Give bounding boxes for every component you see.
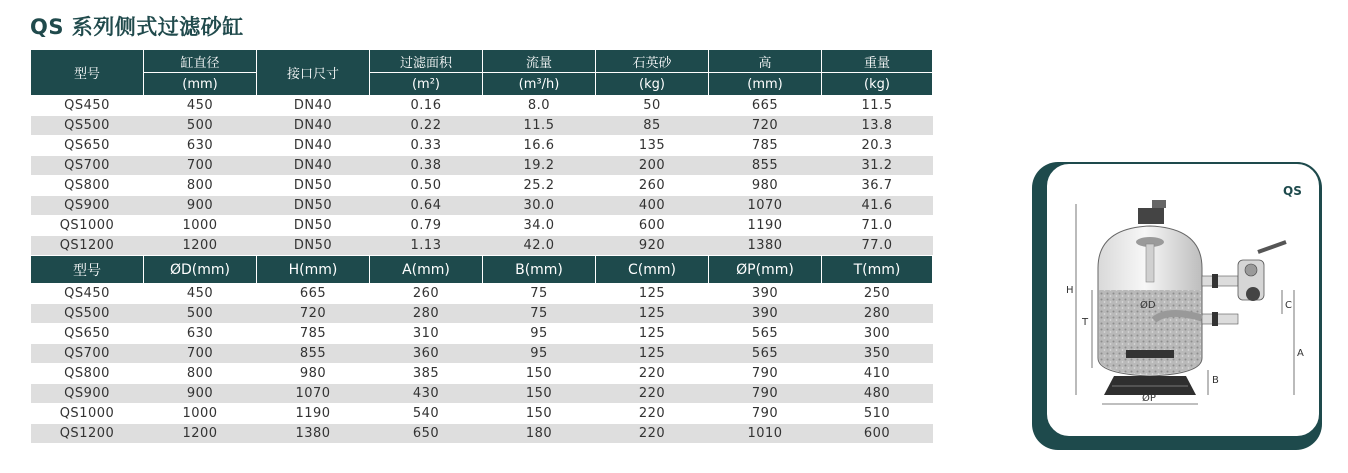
table-cell: 350 <box>822 344 933 364</box>
table-cell: 0.16 <box>370 96 483 116</box>
table-cell: DN50 <box>257 176 370 196</box>
table-cell: QS1000 <box>31 216 144 236</box>
table-cell: 280 <box>822 304 933 324</box>
table-cell: 790 <box>709 384 822 404</box>
table-cell: 1000 <box>144 216 257 236</box>
table-cell: 450 <box>144 284 257 304</box>
upper-port <box>1202 276 1238 286</box>
table-cell: QS800 <box>31 176 144 196</box>
valve-handle <box>1258 242 1286 252</box>
table-cell: 125 <box>596 304 709 324</box>
table-cell: 1010 <box>709 424 822 444</box>
sand-filter-diagram <box>1058 190 1308 410</box>
table-cell: 855 <box>257 344 370 364</box>
table-cell: 8.0 <box>483 96 596 116</box>
drain-bar <box>1126 350 1174 358</box>
spec-table <box>30 49 933 444</box>
table-row <box>31 324 933 344</box>
dim-label-p: ØP <box>1142 393 1156 404</box>
table-cell: 0.64 <box>370 196 483 216</box>
table-cell: 430 <box>370 384 483 404</box>
table-cell: 1000 <box>144 404 257 424</box>
table-cell: 500 <box>144 304 257 324</box>
table-cell: 720 <box>257 304 370 324</box>
dim-label-d: ØD <box>1140 300 1156 311</box>
table-cell: 630 <box>144 324 257 344</box>
table-cell: 700 <box>144 344 257 364</box>
table-cell: 800 <box>144 364 257 384</box>
table-cell: 20.3 <box>822 136 933 156</box>
table-cell: 125 <box>596 344 709 364</box>
table-cell: 665 <box>709 96 822 116</box>
table-row <box>31 96 933 116</box>
table-cell: 260 <box>596 176 709 196</box>
table-cell: 600 <box>596 216 709 236</box>
table-cell: 700 <box>144 156 257 176</box>
table-cell: 800 <box>144 176 257 196</box>
table-row <box>31 216 933 236</box>
unit-diameter: (mm) <box>144 73 257 96</box>
table-cell: 900 <box>144 384 257 404</box>
table-cell: 0.22 <box>370 116 483 136</box>
table-row <box>31 404 933 424</box>
table-row <box>31 384 933 404</box>
table-cell: 1190 <box>709 216 822 236</box>
table-cell: QS450 <box>31 96 144 116</box>
table-row <box>31 236 933 256</box>
table-cell: 85 <box>596 116 709 136</box>
col-header: ØD(mm) <box>144 256 257 284</box>
table-cell: 360 <box>370 344 483 364</box>
unit-filter-area: (m²) <box>370 73 483 96</box>
table-cell: 600 <box>822 424 933 444</box>
table-cell: 390 <box>709 284 822 304</box>
table-cell: 150 <box>483 384 596 404</box>
top-cap <box>1138 208 1164 224</box>
col-header-height: 高 <box>709 50 822 73</box>
table-cell: 220 <box>596 384 709 404</box>
col-header-filter-area: 过滤面积 <box>370 50 483 73</box>
table-cell: QS900 <box>31 196 144 216</box>
col-header: T(mm) <box>822 256 933 284</box>
table-cell: DN50 <box>257 236 370 256</box>
lower-union <box>1212 312 1218 326</box>
col-header-diameter: 缸直径 <box>144 50 257 73</box>
table-cell: 480 <box>822 384 933 404</box>
table-cell: 75 <box>483 304 596 324</box>
table-cell: QS1000 <box>31 404 144 424</box>
table-cell: 980 <box>709 176 822 196</box>
table-cell: 310 <box>370 324 483 344</box>
table-row <box>31 284 933 304</box>
table-cell: 390 <box>709 304 822 324</box>
table-cell: QS500 <box>31 304 144 324</box>
table-cell: 540 <box>370 404 483 424</box>
table-cell: 25.2 <box>483 176 596 196</box>
table-cell: 790 <box>709 364 822 384</box>
table-cell: 565 <box>709 344 822 364</box>
unit-height: (mm) <box>709 73 822 96</box>
col-header-port-size: 接口尺寸 <box>257 50 370 96</box>
table-cell: 1070 <box>257 384 370 404</box>
dim-label-b: B <box>1212 375 1219 386</box>
table-cell: 11.5 <box>483 116 596 136</box>
table-cell: 280 <box>370 304 483 324</box>
table-cell: 16.6 <box>483 136 596 156</box>
table-cell: 0.50 <box>370 176 483 196</box>
table-cell: 1070 <box>709 196 822 216</box>
dim-label-a: A <box>1297 348 1304 359</box>
table-cell: 650 <box>370 424 483 444</box>
table-cell: 1380 <box>257 424 370 444</box>
table-cell: 125 <box>596 284 709 304</box>
top-handle <box>1152 200 1166 208</box>
unit-sand: (kg) <box>596 73 709 96</box>
table-cell: 150 <box>483 404 596 424</box>
table-cell: QS450 <box>31 284 144 304</box>
dim-label-h: H <box>1066 285 1074 296</box>
table-cell: 180 <box>483 424 596 444</box>
col-header-weight: 重量 <box>822 50 933 73</box>
table-cell: 450 <box>144 96 257 116</box>
table-cell: 565 <box>709 324 822 344</box>
pressure-gauge-icon <box>1245 264 1257 276</box>
col-header: H(mm) <box>257 256 370 284</box>
table-cell: DN40 <box>257 136 370 156</box>
table2-header-row <box>31 256 933 284</box>
col-header: A(mm) <box>370 256 483 284</box>
table-cell: 665 <box>257 284 370 304</box>
table-cell: 260 <box>370 284 483 304</box>
unit-flow: (m³/h) <box>483 73 596 96</box>
col-header-sand: 石英砂 <box>596 50 709 73</box>
table-cell: 19.2 <box>483 156 596 176</box>
table-cell: 900 <box>144 196 257 216</box>
table-cell: 36.7 <box>822 176 933 196</box>
table-row <box>31 116 933 136</box>
table-cell: 630 <box>144 136 257 156</box>
dim-label-c: C <box>1285 300 1292 311</box>
table-cell: QS1200 <box>31 236 144 256</box>
table-cell: 300 <box>822 324 933 344</box>
valve-port <box>1246 287 1260 301</box>
table-cell: 1380 <box>709 236 822 256</box>
table-cell: 855 <box>709 156 822 176</box>
diagram-label: QS <box>1283 184 1302 198</box>
table-cell: 1200 <box>144 424 257 444</box>
table-cell: 400 <box>596 196 709 216</box>
table-cell: DN40 <box>257 96 370 116</box>
table-cell: 30.0 <box>483 196 596 216</box>
table-row <box>31 136 933 156</box>
table-row <box>31 424 933 444</box>
table-cell: 95 <box>483 324 596 344</box>
table-cell: QS650 <box>31 324 144 344</box>
table-cell: 785 <box>257 324 370 344</box>
table-row <box>31 304 933 324</box>
table-cell: 200 <box>596 156 709 176</box>
table-cell: 71.0 <box>822 216 933 236</box>
table-cell: QS700 <box>31 156 144 176</box>
table-row <box>31 344 933 364</box>
table-cell: 980 <box>257 364 370 384</box>
table-cell: QS700 <box>31 344 144 364</box>
table-cell: 1190 <box>257 404 370 424</box>
table-cell: 220 <box>596 404 709 424</box>
table-cell: QS900 <box>31 384 144 404</box>
table-cell: 13.8 <box>822 116 933 136</box>
table-cell: 41.6 <box>822 196 933 216</box>
unit-weight: (kg) <box>822 73 933 96</box>
table-cell: 720 <box>709 116 822 136</box>
table-cell: DN40 <box>257 156 370 176</box>
table-cell: 410 <box>822 364 933 384</box>
table1-header-row <box>31 50 933 73</box>
table-cell: DN50 <box>257 216 370 236</box>
table-cell: QS800 <box>31 364 144 384</box>
table-row <box>31 176 933 196</box>
table-cell: 0.38 <box>370 156 483 176</box>
table-cell: 42.0 <box>483 236 596 256</box>
table-cell: QS650 <box>31 136 144 156</box>
table-row <box>31 156 933 176</box>
dim-label-t: T <box>1082 317 1089 328</box>
table-row <box>31 196 933 216</box>
table-cell: DN50 <box>257 196 370 216</box>
col-header: C(mm) <box>596 256 709 284</box>
table-cell: 135 <box>596 136 709 156</box>
table-cell: 785 <box>709 136 822 156</box>
table-cell: 220 <box>596 364 709 384</box>
table-cell: 75 <box>483 284 596 304</box>
table-cell: 920 <box>596 236 709 256</box>
table-cell: QS500 <box>31 116 144 136</box>
table-cell: QS1200 <box>31 424 144 444</box>
table-cell: 150 <box>483 364 596 384</box>
table-cell: 50 <box>596 96 709 116</box>
table1-unit-row <box>31 73 933 96</box>
table-cell: 250 <box>822 284 933 304</box>
table-cell: 125 <box>596 324 709 344</box>
table-cell: 500 <box>144 116 257 136</box>
table-cell: 31.2 <box>822 156 933 176</box>
table-cell: 77.0 <box>822 236 933 256</box>
lower-port <box>1202 314 1238 324</box>
table-cell: DN40 <box>257 116 370 136</box>
col-header-model: 型号 <box>31 50 144 96</box>
upper-union <box>1212 274 1218 288</box>
table-cell: 510 <box>822 404 933 424</box>
table-cell: 34.0 <box>483 216 596 236</box>
col-header: ØP(mm) <box>709 256 822 284</box>
table-cell: 1.13 <box>370 236 483 256</box>
col-header: 型号 <box>31 256 144 284</box>
table-cell: 220 <box>596 424 709 444</box>
table-cell: 11.5 <box>822 96 933 116</box>
col-header: B(mm) <box>483 256 596 284</box>
table-cell: 0.79 <box>370 216 483 236</box>
table-cell: 95 <box>483 344 596 364</box>
page-title: QS 系列侧式过滤砂缸 <box>30 15 244 39</box>
table-cell: 1200 <box>144 236 257 256</box>
table-row <box>31 364 933 384</box>
center-pipe <box>1146 244 1154 282</box>
table-cell: 0.33 <box>370 136 483 156</box>
col-header-flow: 流量 <box>483 50 596 73</box>
table-cell: 385 <box>370 364 483 384</box>
table-cell: 790 <box>709 404 822 424</box>
